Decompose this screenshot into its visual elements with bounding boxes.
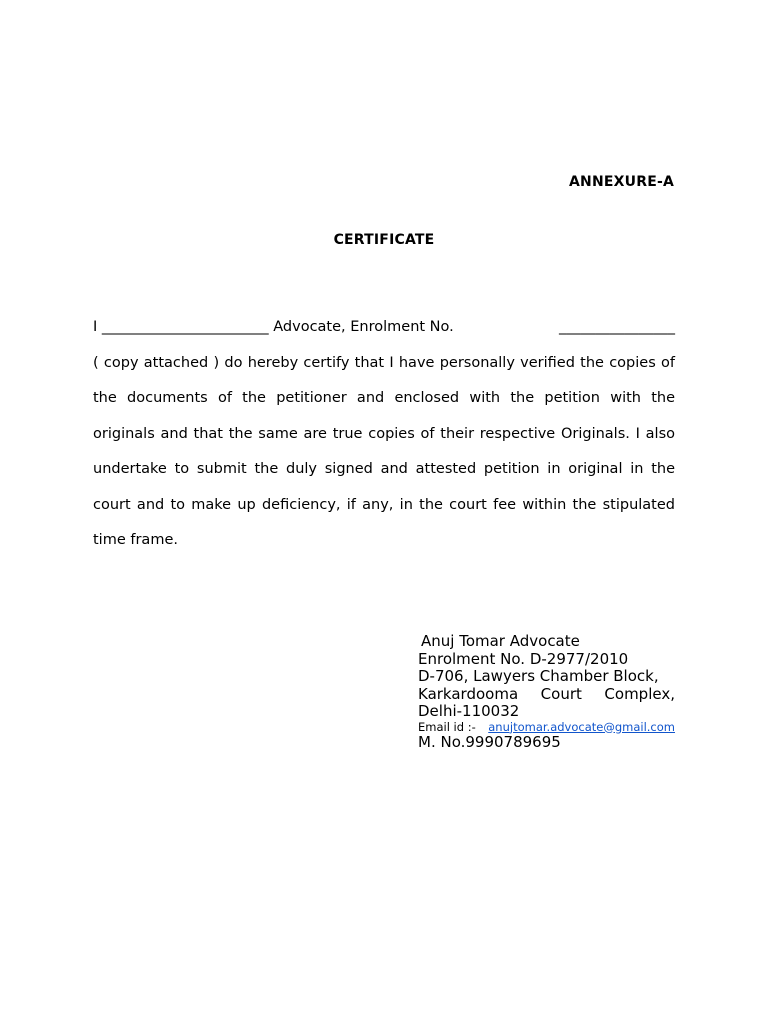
signatory-enrolment: Enrolment No. D-2977/2010 [418,649,629,668]
email-row [418,721,675,734]
enrolment-blank-line: ________________ [559,319,675,335]
address-line-2-part-3: Complex, [604,684,675,703]
certificate-paragraph: ( copy attached ) do hereby certify that I have personally verified the copies of the documents of the petitioner and enclosed with the petition with the originals and that the same are true copies of their respective Originals. I also undertake to submit the duly signed and attested petition in original in the court and to make up deficiency, if any, in the court fee within the stipulated time frame. [93,354,675,548]
page-title: CERTIFICATE [333,232,435,248]
address-line-1: D-706, Lawyers Chamber Block, [418,667,659,685]
mobile-number: M. No.9990789695 [418,732,561,751]
address-line-3: Delhi-110032 [418,702,520,720]
signatory-name: Anuj Tomar Advocate [421,632,580,650]
certificate-first-line [93,310,675,346]
email-label: Email id :- [418,719,476,734]
advocate-name-blank-line: I _______________________ Advocate, Enrolment No. [93,319,454,335]
signature-block [418,633,675,751]
address-line-2-part-2: Court [540,684,582,703]
address-line-2-part-1: Karkardooma [418,684,519,703]
email-link[interactable]: anujtomar.advocate@gmail.com [488,719,675,734]
annexure-label: ANNEXURE-A [569,174,674,190]
certificate-body [93,310,675,559]
address-line-2 [418,686,675,704]
